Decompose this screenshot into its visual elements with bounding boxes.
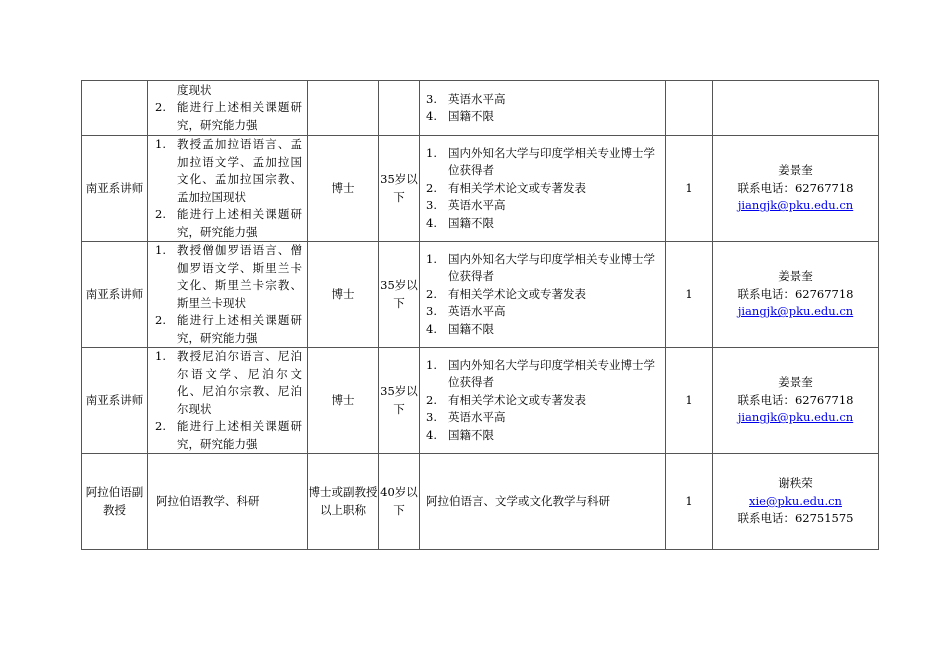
- requirement-item: 3. 英语水平高: [426, 198, 506, 213]
- table-row: [82, 136, 879, 242]
- requirements-cell: [420, 348, 666, 454]
- requirement-item: 2. 有相关学术论文或专著发表: [426, 286, 586, 301]
- requirement-item: 1. 国内外知名大学与印度学相关专业博士学位获得者: [426, 357, 655, 390]
- duty-item: 1. 教授僧伽罗语语言、僧伽罗语文学、斯里兰卡文化、斯里兰卡宗教、斯里兰卡现状: [155, 243, 302, 310]
- duty-item: 2. 能进行上述相关课题研究，研究能力强: [155, 100, 302, 132]
- duties-cell: [148, 242, 308, 348]
- requirements-cell: [420, 81, 666, 136]
- contact-name: 谢秩荣: [778, 476, 813, 491]
- contact-phone: 联系电话：62767718: [737, 392, 854, 407]
- contact-name: 姜景奎: [778, 269, 813, 284]
- contact-phone: 联系电话：62767718: [737, 180, 854, 195]
- dept-cell: 南亚系讲师: [82, 136, 148, 242]
- age-cell: 40岁以下: [379, 454, 420, 550]
- age-cell: 35岁以下: [379, 136, 420, 242]
- contact-email-link[interactable]: xie@pku.edu.cn: [749, 493, 842, 508]
- contact-cell: [713, 242, 879, 348]
- duties-cell: [148, 136, 308, 242]
- dept-cell: [82, 81, 148, 136]
- degree-cell: 博士: [308, 348, 379, 454]
- contact-name: 姜景奎: [778, 375, 813, 390]
- contact-phone: 联系电话：62751575: [737, 511, 854, 526]
- requirement-item: 1. 国内外知名大学与印度学相关专业博士学位获得者: [426, 251, 655, 284]
- requirements-cell: 阿拉伯语言、文学或文化教学与科研: [420, 454, 666, 550]
- age-cell: [379, 81, 420, 136]
- requirement-item: 4. 国籍不限: [426, 109, 494, 123]
- requirement-item: 1. 国内外知名大学与印度学相关专业博士学位获得者: [426, 145, 655, 178]
- requirement-item: 2. 有相关学术论文或专著发表: [426, 180, 586, 195]
- contact-email-link[interactable]: jiangjk@pku.edu.cn: [737, 304, 854, 319]
- degree-cell: 博士: [308, 136, 379, 242]
- duty-item: 度现状: [177, 82, 212, 97]
- duty-item: 2. 能进行上述相关课题研究，研究能力强: [155, 419, 302, 451]
- requirement-item: 3. 英语水平高: [426, 410, 506, 425]
- duty-item: 1. 教授孟加拉语语言、孟加拉语文学、孟加拉国文化、孟加拉国宗教、孟加拉国现状: [155, 137, 302, 204]
- count-cell: 1: [666, 242, 713, 348]
- count-cell: 1: [666, 348, 713, 454]
- table-row: [82, 81, 879, 136]
- count-cell: [666, 81, 713, 136]
- count-cell: 1: [666, 454, 713, 550]
- contact-email-link[interactable]: jiangjk@pku.edu.cn: [737, 198, 854, 213]
- duties-cell: 阿拉伯语教学、科研: [148, 454, 308, 550]
- dept-cell: 南亚系讲师: [82, 348, 148, 454]
- requirements-cell: [420, 242, 666, 348]
- contact-cell: [713, 454, 879, 550]
- requirement-item: 4. 国籍不限: [426, 215, 494, 230]
- duty-item: 1. 教授尼泊尔语言、尼泊尔语文学、尼泊尔文化、尼泊尔宗教、尼泊尔现状: [155, 349, 302, 416]
- contact-phone: 联系电话：62767718: [737, 286, 854, 301]
- dept-cell: 阿拉伯语副教授: [82, 454, 148, 550]
- requirement-item: 4. 国籍不限: [426, 427, 494, 442]
- requirements-cell: [420, 136, 666, 242]
- contact-email-link[interactable]: jiangjk@pku.edu.cn: [737, 410, 854, 425]
- contact-cell: [713, 81, 879, 136]
- count-cell: 1: [666, 136, 713, 242]
- duty-item: 2. 能进行上述相关课题研究，研究能力强: [155, 313, 302, 345]
- dept-cell: 南亚系讲师: [82, 242, 148, 348]
- duties-cell: [148, 81, 308, 136]
- age-cell: 35岁以下: [379, 242, 420, 348]
- duty-item: 2. 能进行上述相关课题研究，研究能力强: [155, 207, 302, 239]
- requirement-item: 3. 英语水平高: [426, 91, 506, 106]
- age-cell: 35岁以下: [379, 348, 420, 454]
- table-row: [82, 454, 879, 550]
- requirement-item: 2. 有相关学术论文或专著发表: [426, 392, 586, 407]
- degree-cell: [308, 81, 379, 136]
- contact-cell: [713, 136, 879, 242]
- requirement-item: 4. 国籍不限: [426, 321, 494, 336]
- table-row: [82, 348, 879, 454]
- degree-cell: 博士或副教授以上职称: [308, 454, 379, 550]
- contact-cell: [713, 348, 879, 454]
- duties-cell: [148, 348, 308, 454]
- table-row: [82, 242, 879, 348]
- requirement-item: 3. 英语水平高: [426, 304, 506, 319]
- degree-cell: 博士: [308, 242, 379, 348]
- contact-name: 姜景奎: [778, 163, 813, 178]
- recruitment-table: [81, 80, 879, 550]
